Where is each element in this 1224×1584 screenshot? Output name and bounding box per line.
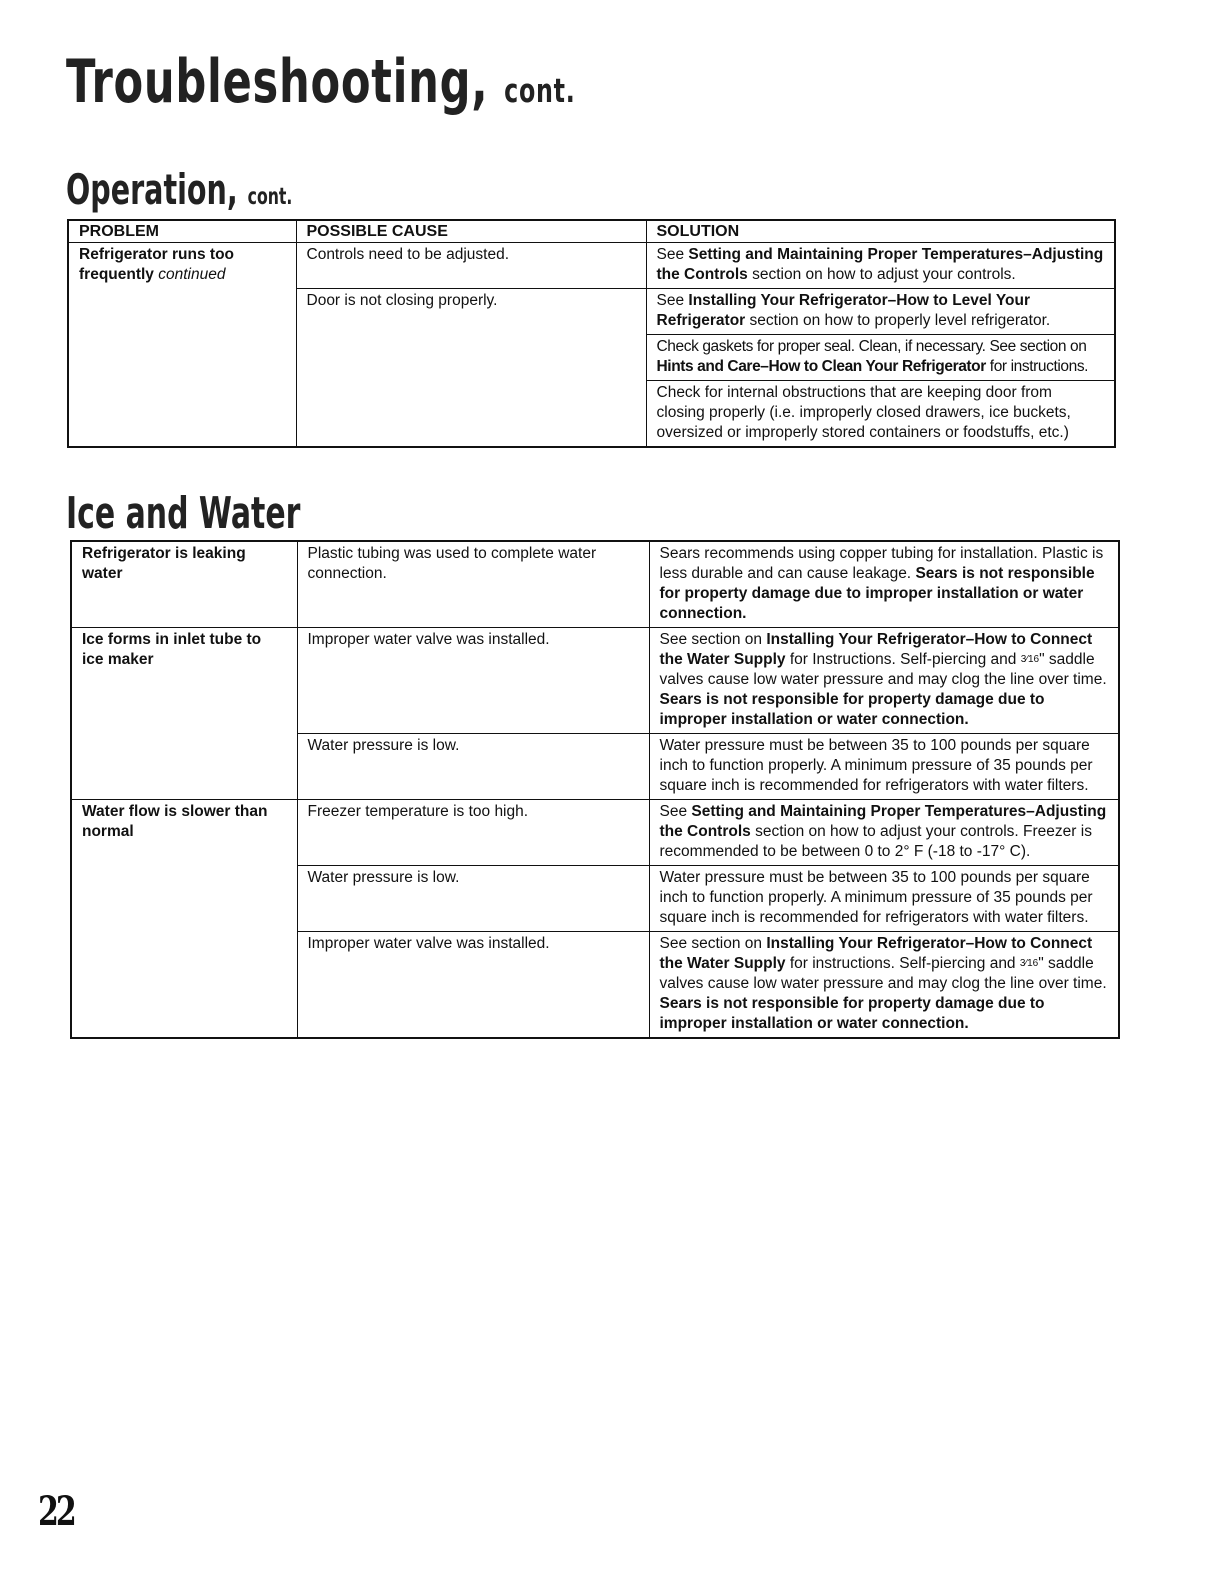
section-heading-operation: Operation, cont. [66, 165, 293, 214]
table-row [68, 243, 1115, 289]
header-possible-cause: POSSIBLE CAUSE [296, 220, 646, 243]
solution-cell: Sears recommends using copper tubing for installation. Plastic is less durable and can cause leakage. Sears is not responsible for property damage due to improper installation or water connection. [649, 541, 1119, 628]
solution-cell: See section on Installing Your Refrigerator–How to Connect the Water Supply for instructions. Self-piercing and 3⁄16" saddle valves cause low water pressure and may clog the line over time. Sears is not responsible for property damage due to improper installation or water connection. [649, 932, 1119, 1039]
header-problem: PROBLEM [68, 220, 296, 243]
problem-cell: Refrigerator runs too frequently continued [68, 243, 296, 448]
solution-cell: See Setting and Maintaining Proper Temperatures–Adjusting the Controls section on how to adjust your controls. [646, 243, 1115, 289]
problem-cell: Refrigerator is leaking water [71, 541, 297, 628]
operation-table [67, 219, 1116, 448]
cause-cell: Improper water valve was installed. [297, 628, 649, 734]
ice-water-table [70, 540, 1120, 1039]
solution-cell: See Setting and Maintaining Proper Temperatures–Adjusting the Controls section on how to adjust your controls. Freezer is recommended to be between 0 to 2° F (-18 to -17° C). [649, 800, 1119, 866]
table-row [71, 628, 1119, 734]
page-title [66, 47, 774, 123]
solution-cell: See section on Installing Your Refrigerator–How to Connect the Water Supply for Instructions. Self-piercing and 3⁄16" saddle valves cause low water pressure and may clog the line over time. Sears is not responsible for property damage due to improper installation or water connection. [649, 628, 1119, 734]
cause-cell: Controls need to be adjusted. [296, 243, 646, 289]
solution-cell: Check gaskets for proper seal. Clean, if necessary. See section on Hints and Care–How to Clean Your Refrigerator for instructions. [646, 335, 1115, 381]
solution-cell: Water pressure must be between 35 to 100 pounds per square inch to function properly. A minimum pressure of 35 pounds per square inch is recommended for refrigerators with water filters. [649, 866, 1119, 932]
page-title-text: Troubleshooting, cont. [66, 47, 576, 117]
solution-cell: Check for internal obstructions that are keeping door from closing properly (i.e. improperly closed drawers, ice buckets, oversized or improperly stored containers or foodstuffs, etc.) [646, 381, 1115, 448]
cause-cell: Improper water valve was installed. [297, 932, 649, 1039]
section-heading-ice-and-water: Ice and Water [66, 488, 301, 539]
table-header-row [68, 220, 1115, 243]
cause-cell: Door is not closing properly. [296, 289, 646, 448]
cause-cell: Plastic tubing was used to complete water connection. [297, 541, 649, 628]
problem-cell: Water flow is slower than normal [71, 800, 297, 1039]
solution-cell: Water pressure must be between 35 to 100 pounds per square inch to function properly. A minimum pressure of 35 pounds per square inch is recommended for refrigerators with water filters. [649, 734, 1119, 800]
page-number: 22 [38, 1488, 74, 1535]
table-row [71, 800, 1119, 866]
cause-cell: Water pressure is low. [297, 734, 649, 800]
problem-cell: Ice forms in inlet tube to ice maker [71, 628, 297, 800]
cause-cell: Freezer temperature is too high. [297, 800, 649, 866]
header-solution: SOLUTION [646, 220, 1115, 243]
cause-cell: Water pressure is low. [297, 866, 649, 932]
table-row [71, 541, 1119, 628]
solution-cell: See Installing Your Refrigerator–How to Level Your Refrigerator section on how to properly level refrigerator. [646, 289, 1115, 335]
